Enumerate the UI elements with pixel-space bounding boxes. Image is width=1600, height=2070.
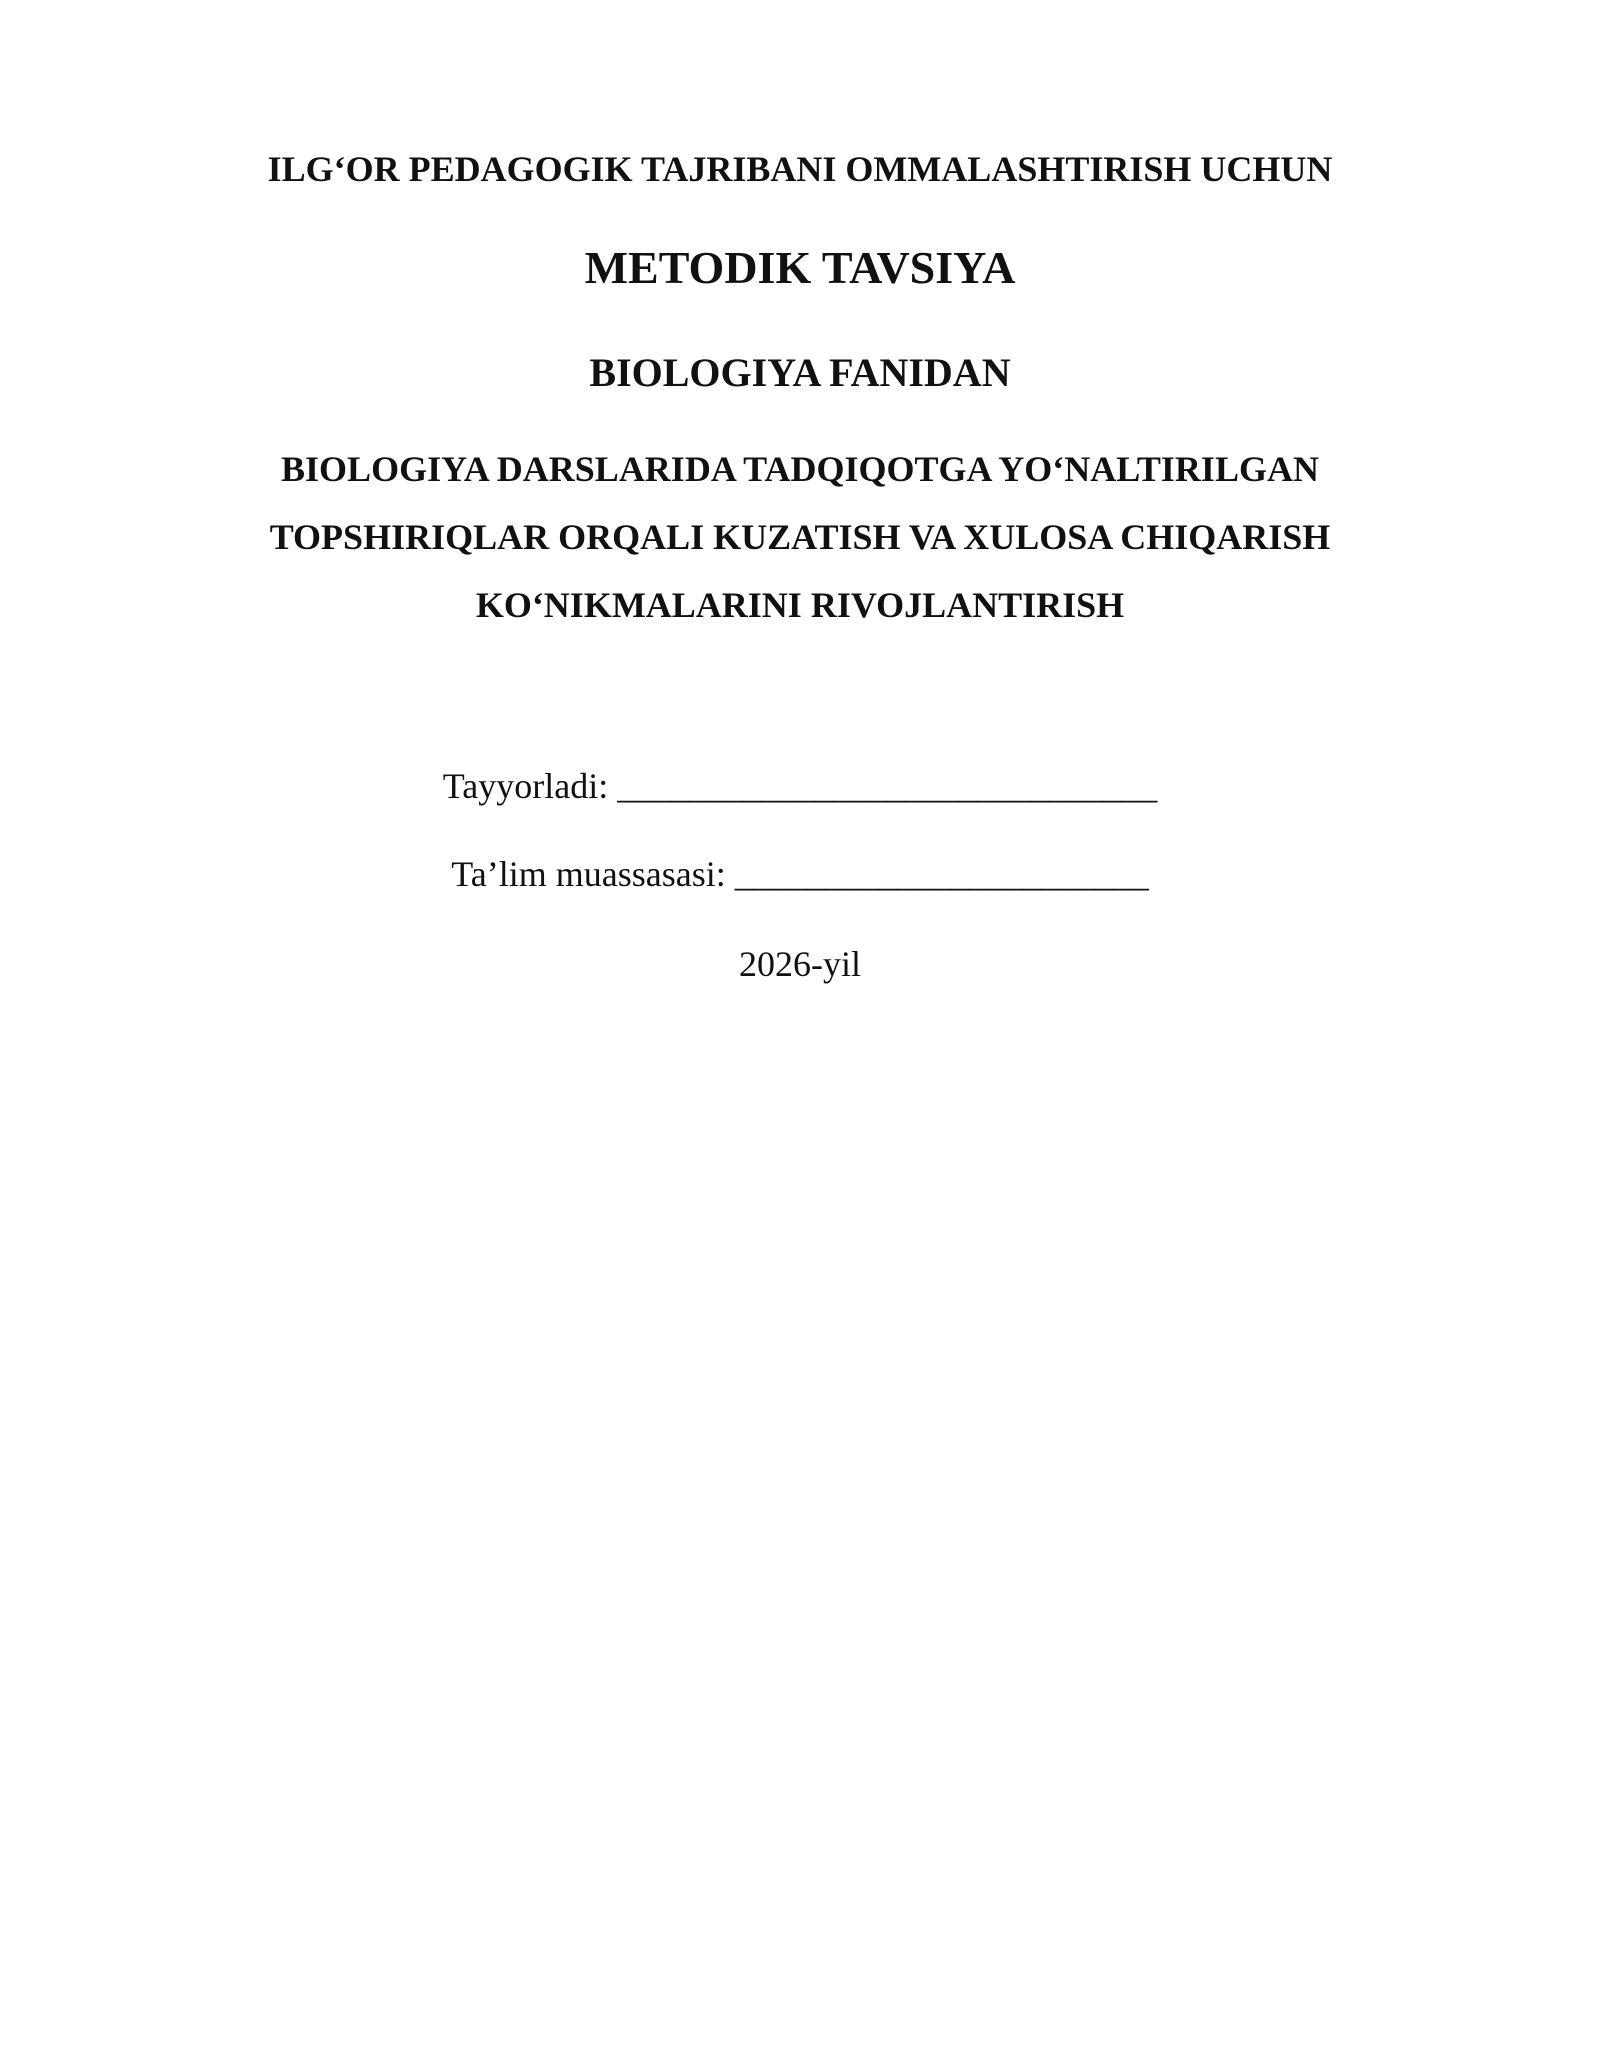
document-year: 2026-yil xyxy=(739,944,861,984)
topic-line-1: BIOLOGIYA DARSLARIDA TADQIQOTGA YO‘NALTIRILGAN xyxy=(281,449,1319,489)
document-supertitle: ILG‘OR PEDAGOGIK TAJRIBANI OMMALASHTIRISH UCHUN xyxy=(267,149,1333,189)
topic-line-2: TOPSHIRIQLAR ORQALI KUZATISH VA XULOSA CHIQARISH xyxy=(269,517,1331,557)
prepared-by-field: Tayyorladi: ______________________________ xyxy=(442,766,1158,806)
document-title: METODIK TAVSIYA xyxy=(584,242,1016,293)
document-subject: BIOLOGIYA FANIDAN xyxy=(589,350,1011,395)
topic-line-3: KO‘NIKMALARINI RIVOJLANTIRISH xyxy=(475,585,1125,625)
institution-field: Ta’lim muassasasi: _______________________ xyxy=(451,854,1149,894)
